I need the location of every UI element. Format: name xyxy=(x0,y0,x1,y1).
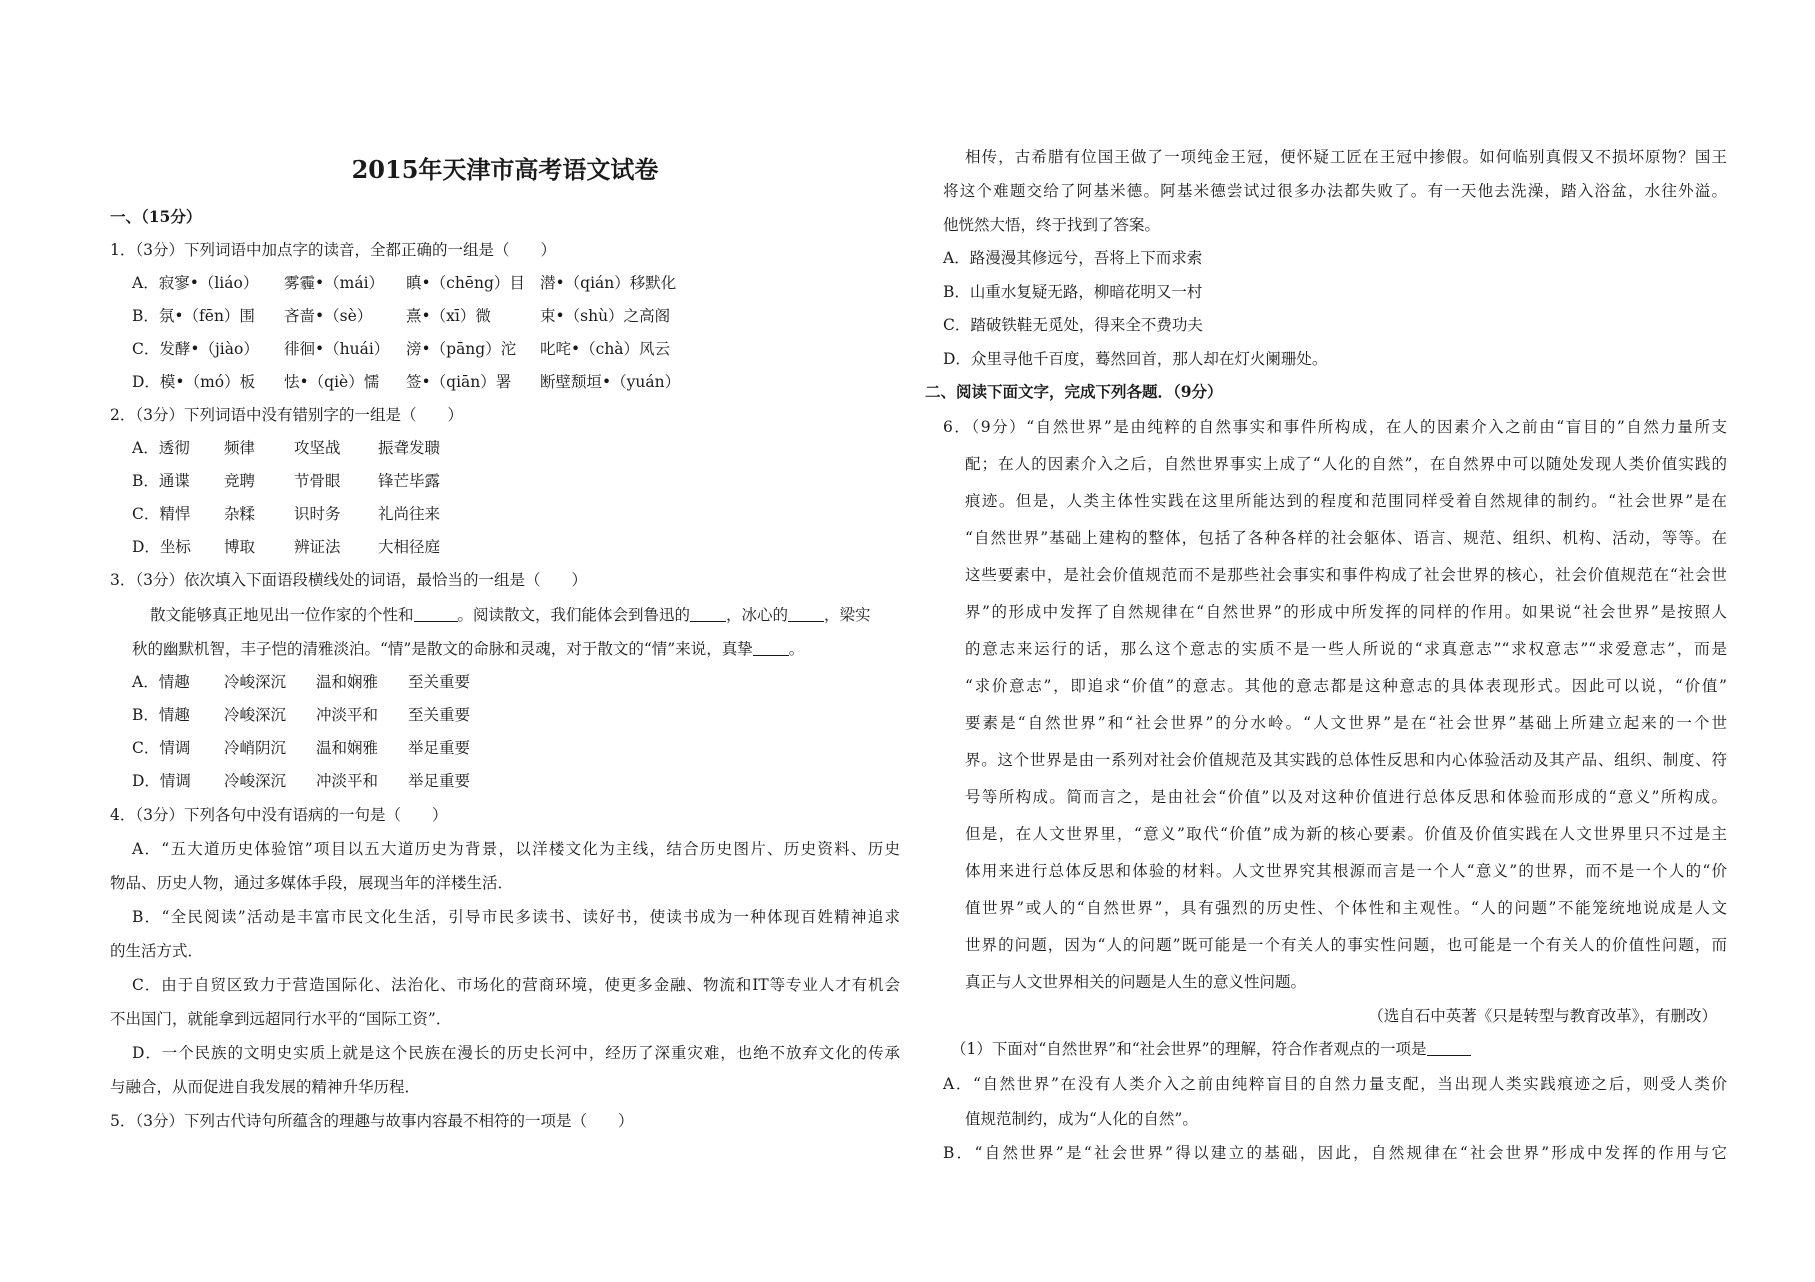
q4-option-a-line-2: 物品、历史人物，通过多媒体手段，展现当年的洋楼生活． xyxy=(110,874,514,892)
q2-c-2: 杂糅 xyxy=(224,505,256,523)
q3-c-2: 冷峭阴沉 xyxy=(224,739,287,757)
q2-b-1: B．通谍 xyxy=(132,472,190,490)
q6-line: 世界的问题，因为“人的问题”既可能是一个有关人的事实性问题，也可能是一个有关人的价值性问题，而 xyxy=(965,936,1727,954)
q2-c-3: 识时务 xyxy=(294,505,341,523)
q3-blank-1 xyxy=(414,607,458,622)
q3-option-c xyxy=(132,736,496,758)
q3-b-2: 冷峻深沉 xyxy=(224,706,287,724)
q1-d-2: 怯•（qiè）懦 xyxy=(284,373,380,391)
q6-line: 6．（9分）“自然世界”是由纯粹的自然事实和事件所构成，在人的因素介入之前由“盲目的”自然力量所支 xyxy=(943,418,1727,436)
q3-passage-text-e: 秋的幽默机智，丰子恺的清雅淡泊。“情”是散文的命脉和灵魂，对于散文的“情”来说，真挚 xyxy=(132,640,753,658)
q3-a-2: 冷峻深沉 xyxy=(224,673,287,691)
q3-b-1: B．情趣 xyxy=(132,706,190,724)
q2-c-1: C．精悍 xyxy=(132,505,191,523)
q6-line: 配；在人的因素介入之后，自然世界事实上成了“人化的自然”，在自然界中可以随处发现人类价值实践的 xyxy=(965,455,1727,473)
q2-c-4: 礼尚往来 xyxy=(378,505,441,523)
q3-passage-text-c: ，冰心的 xyxy=(726,606,789,624)
q5-option-b: B．山重水复疑无路，柳暗花明又一村 xyxy=(943,283,1203,301)
q1-option-a xyxy=(132,271,702,293)
q6-line: “自然世界”基础上建构的整体，包括了各种各样的社会躯体、语言、规范、组织、机构、活动，等等。在 xyxy=(965,529,1727,547)
q6-line: 这些要素中，是社会价值规范而不是那些社会事实和事件构成了社会世界的核心，社会价值规范在“社会世 xyxy=(965,566,1727,584)
q3-option-d xyxy=(132,769,496,791)
q1-b-1: B．氛•（fēn）围 xyxy=(132,307,255,325)
q4-option-a-line-1: A．“五大道历史体验馆”项目以五大道历史为背景，以洋楼文化为主线，结合历史图片、历史资料、历史 xyxy=(132,840,900,858)
section-2-heading: 二、阅读下面文字，完成下列各题．（9分） xyxy=(925,382,1223,401)
q2-d-1: D．坐标 xyxy=(132,538,191,556)
q6-sub1-stem-text: （1）下面对“自然世界”和“社会世界”的理解，符合作者观点的一项是 xyxy=(951,1040,1427,1058)
q1-b-2: 吝啬•（sè） xyxy=(284,307,373,325)
q3-blank-2 xyxy=(690,607,726,622)
q6-line: 号等所构成。简而言之，是由社会“价值”以及对这种价值进行总体反思和体验而形成的“意义”所构成。 xyxy=(965,788,1727,806)
q5-story-line-2: 将这个难题交给了阿基米德。阿基米德尝试过很多办法都失败了。有一天他去洗澡，踏入浴盆，水往外溢。 xyxy=(943,182,1727,200)
q3-passage-line-2 xyxy=(132,637,804,659)
q5-option-a: A．路漫漫其修远兮，吾将上下而求索 xyxy=(943,249,1203,267)
q6-line: “求价意志”，即追求“价值”的意志。其他的意志都是这种意志的具体表现形式。因此可以说，“价值” xyxy=(965,677,1727,695)
q3-c-3: 温和娴雅 xyxy=(316,739,379,757)
q6-line: 体用来进行总体反思和体验的材料。人文世界究其根源而言是一个人“意义”的世界，而不是一个人的“价 xyxy=(965,862,1727,880)
q3-blank-4 xyxy=(753,641,789,656)
q5-stem: 5．（3分）下列古代诗句所蕴含的理趣与故事内容最不相符的一项是（ ） xyxy=(110,1112,634,1130)
q1-a-1: A．寂寥•（liáo） xyxy=(132,274,259,292)
q5-story-line-3: 他恍然大悟，终于找到了答案。 xyxy=(943,216,1161,234)
q3-a-1: A．情趣 xyxy=(132,673,190,691)
q6-line: 值世界”或人的“自然世界”，具有强烈的历史性、个体性和主观性。“人的问题”不能笼统地说成是人文 xyxy=(965,899,1727,917)
q3-a-4: 至关重要 xyxy=(408,673,471,691)
q3-a-3: 温和娴雅 xyxy=(316,673,379,691)
q1-b-4: 束•（shù）之高阁 xyxy=(540,307,671,325)
q1-a-2: 雾霾•（mái） xyxy=(284,274,385,292)
q1-c-3: 滂•（pāng）沱 xyxy=(406,340,517,358)
q3-passage-line-1 xyxy=(150,603,871,625)
q3-c-4: 举足重要 xyxy=(408,739,471,757)
q3-c-1: C．情调 xyxy=(132,739,191,757)
q2-a-4: 振聋发聩 xyxy=(378,439,441,457)
q4-option-d-line-2: 与融合，从而促进自我发展的精神升华历程． xyxy=(110,1078,421,1096)
q1-stem: 1．（3分）下列词语中加点字的读音，全都正确的一组是（ ） xyxy=(110,241,556,259)
q1-a-4: 潜•（qián）移默化 xyxy=(540,274,677,292)
q6-line: 界”的形成中发挥了自然规律在“自然世界”的形成中所发挥的同样的作用。如果说“社会世界”是按照人 xyxy=(965,603,1727,621)
q2-b-4: 锋芒毕露 xyxy=(378,472,441,490)
q3-option-b xyxy=(132,703,496,725)
q6-line: 真正与人文世界相关的问题是人生的意义性问题。 xyxy=(965,973,1307,991)
q6-line: 界。这个世界是由一系列对社会价值规范及其实践的总体性反思和内心体验活动及其产品、组织、制度、符 xyxy=(965,751,1727,769)
q2-a-3: 攻坚战 xyxy=(294,439,341,457)
q4-option-d-line-1: D．一个民族的文明史实质上就是这个民族在漫长的历史长河中，经历了深重灾难，也绝不放弃文化的传承 xyxy=(132,1044,900,1062)
q4-stem: 4．（3分）下列各句中没有语病的一句是（ ） xyxy=(110,806,448,824)
q2-d-3: 辨证法 xyxy=(294,538,341,556)
q3-d-4: 举足重要 xyxy=(408,772,471,790)
q2-option-a xyxy=(132,436,466,458)
q6-line: 但是，在人文世界里，“意义”取代“价值”成为新的核心要素。价值及价值实践在人文世界里只不过是主 xyxy=(965,825,1727,843)
q2-d-2: 博取 xyxy=(224,538,256,556)
q6-sub1-stem xyxy=(951,1037,1471,1059)
q4-option-c-line-2: 不出国门，就能拿到远超同行水平的“国际工资”． xyxy=(110,1010,452,1028)
q2-a-1: A．透彻 xyxy=(132,439,190,457)
q5-option-d: D．众里寻他千百度，蓦然回首，那人却在灯火阑珊处。 xyxy=(943,350,1328,368)
q3-d-1: D．情调 xyxy=(132,772,191,790)
q6-sub1-blank xyxy=(1427,1041,1471,1056)
q3-stem: 3．（3分）依次填入下面语段横线处的词语，最恰当的一组是（ ） xyxy=(110,571,587,589)
q4-option-b-line-2: 的生活方式． xyxy=(110,942,204,960)
q2-a-2: 频律 xyxy=(224,439,256,457)
q6-sub1-option-a-line-2: 值规范制约，成为“人化的自然”。 xyxy=(965,1110,1198,1128)
q2-b-2: 竞聘 xyxy=(224,472,256,490)
q1-d-1: D．模•（mó）板 xyxy=(132,373,256,391)
q6-sub1-option-a-line-1: A．“自然世界”在没有人类介入之前由纯粹盲目的自然力量支配，当出现人类实践痕迹之后，则受人类价 xyxy=(943,1075,1727,1093)
q2-b-3: 节骨眼 xyxy=(294,472,341,490)
q6-line: 痕迹。但是，人类主体性实践在这里所能达到的程度和范围同样受着自然规律的制约。“社会世界”是在 xyxy=(965,492,1727,510)
q1-b-3: 熹•（xī）微 xyxy=(406,307,491,325)
q1-d-3: 签•（qiān）署 xyxy=(406,373,512,391)
q3-passage-text-d: ，梁实 xyxy=(824,606,871,624)
q3-blank-3 xyxy=(788,607,824,622)
q3-d-2: 冷峻深沉 xyxy=(224,772,287,790)
q2-option-c xyxy=(132,502,466,524)
q3-passage-text-a: 散文能够真正地见出一位作家的个性和 xyxy=(150,606,414,624)
q1-option-d xyxy=(132,370,706,392)
q6-line: 要素是“自然世界”和“社会世界”的分水岭。“人文世界”是在“社会世界”基础上所建立起来的一个世 xyxy=(965,714,1727,732)
q1-c-4: 叱咤•（chà）风云 xyxy=(540,340,671,358)
q1-a-3: 瞋•（chēng）目 xyxy=(406,274,525,292)
q4-option-b-line-1: B．“全民阅读”活动是丰富市民文化生活，引导市民多读书、读好书，使读书成为一种体现百姓精神追求 xyxy=(132,908,900,926)
q6-line: 的意志来运行的话，那么这个意志的实质不是一些人所说的“求真意志”“求权意志”“求爱意志”，而是 xyxy=(965,640,1727,658)
q3-b-3: 冲淡平和 xyxy=(316,706,379,724)
q1-c-1: C．发酵•（jiào） xyxy=(132,340,259,358)
q5-option-c: C．踏破铁鞋无觅处，得来全不费功夫 xyxy=(943,316,1203,334)
section-1-heading: 一、（15分） xyxy=(110,207,202,226)
q1-option-b xyxy=(132,304,696,326)
q5-story-line-1: 相传，古希腊有位国王做了一项纯金王冠，便怀疑工匠在王冠中掺假。如何临别真假又不损坏原物？国王 xyxy=(965,148,1727,166)
q3-passage-text-f: 。 xyxy=(788,640,805,658)
q2-stem: 2．（3分）下列词语中没有错别字的一组是（ ） xyxy=(110,406,463,424)
q1-d-4: 断壁颓垣•（yuán） xyxy=(540,373,681,391)
q2-option-d xyxy=(132,535,466,557)
q3-passage-text-b: 。阅读散文，我们能体会到鲁迅的 xyxy=(457,606,691,624)
q3-d-3: 冲淡平和 xyxy=(316,772,379,790)
page-title: 2015年天津市高考语文试卷 xyxy=(351,155,659,184)
q4-option-c-line-1: C．由于自贸区致力于营造国际化、法治化、市场化的营商环境，使更多金融、物流和IT等专业人才有机会 xyxy=(132,976,900,994)
q1-c-2: 徘徊•（huái） xyxy=(284,340,390,358)
q3-option-a xyxy=(132,670,496,692)
passage-source: （选自石中英著《只是转型与教育改革》，有删改） xyxy=(1368,1007,1717,1025)
q3-b-4: 至关重要 xyxy=(408,706,471,724)
q6-sub1-option-b-line-1: B．“自然世界”是“社会世界”得以建立的基础，因此，自然规律在“社会世界”形成中发挥的作用与它 xyxy=(943,1144,1727,1162)
q1-option-c xyxy=(132,337,696,359)
q2-d-4: 大相径庭 xyxy=(378,538,441,556)
q2-option-b xyxy=(132,469,466,491)
